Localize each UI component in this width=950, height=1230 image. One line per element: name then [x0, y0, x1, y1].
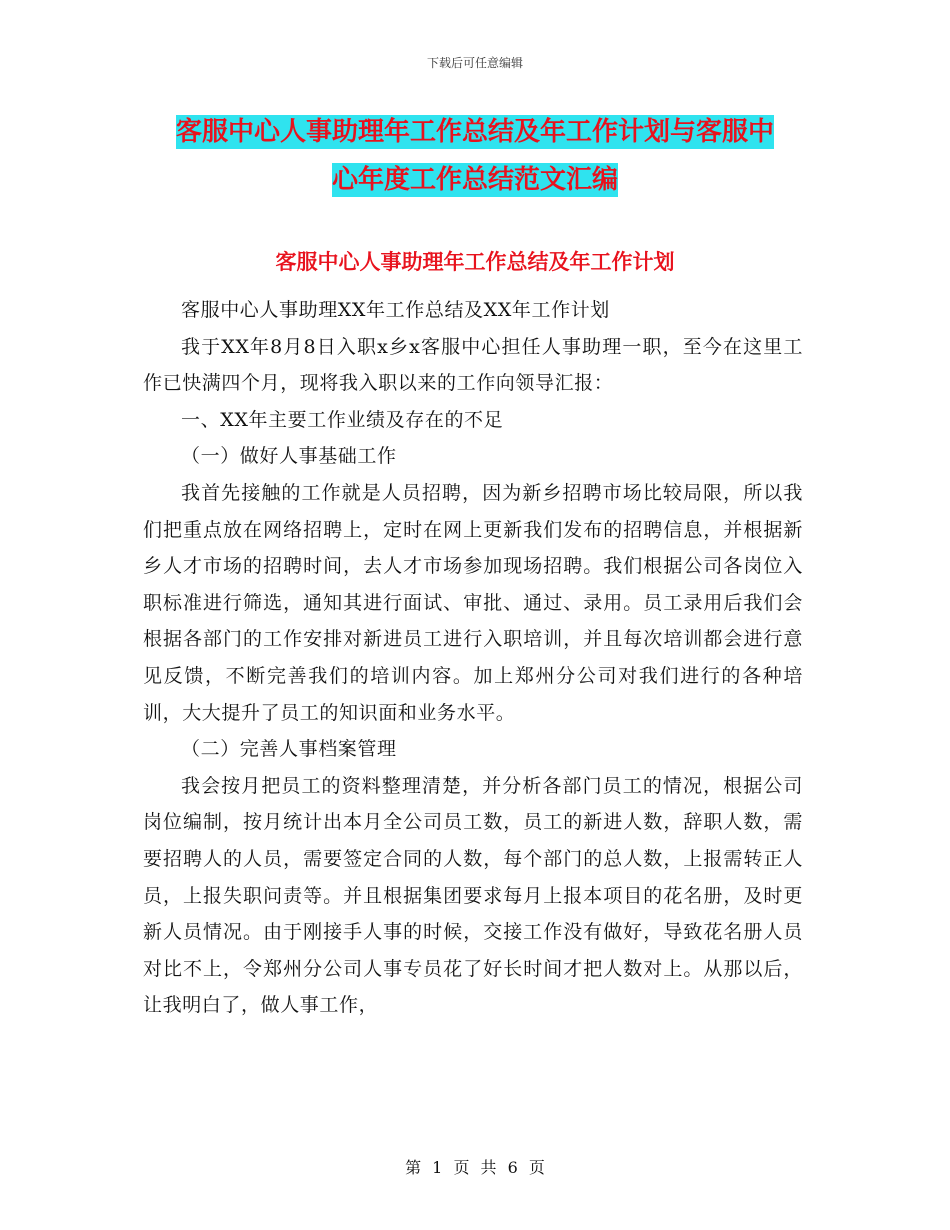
- document-body: [143, 292, 803, 1024]
- header-note: 下载后可任意编辑: [426, 56, 523, 70]
- section-title: 客服中心人事助理年工作总结及年工作计划: [275, 250, 675, 274]
- heading-sub-two: （二）完善人事档案管理: [181, 738, 397, 761]
- paragraph-recruitment: 我首先接触的工作就是人员招聘，因为新乡招聘市场比较局限，所以我们把重点放在网络招聘上，定时在网上更新我们发布的招聘信息，并根据新乡人才市场的招聘时间，去人才市场参加现场招聘。我们根据公司各岗位入职标准进行筛选，通知其进行面试、审批、通过、录用。员工录用后我们会根据各部门的工作安排对新进员工进行入职培训，并且每次培训都会进行意见反馈，不断完善我们的培训内容。加上郑州分公司对我们进行的各种培训，大大提升了员工的知识面和业务水平。: [143, 481, 803, 724]
- document-title: [0, 108, 950, 204]
- document-title-line-1: 客服中心人事助理年工作总结及年工作计划与客服中: [175, 117, 774, 147]
- paragraph-archives: 我会按月把员工的资料整理清楚，并分析各部门员工的情况，根据公司岗位编制，按月统计出本月全公司员工数，员工的新进人数，辞职人数，需要招聘人的人员，需要签定合同的人数，每个部门的总人数，上报需转正人员，上报失职问责等。并且根据集团要求每月上报本项目的花名册，及时更新人员情况。由于刚接手人事的时候，交接工作没有做好，导致花名册人员对比不上，令郑州分公司人事专员花了好长时间才把人数对上。从那以后，让我明白了，做人事工作，: [143, 774, 803, 1017]
- heading-part-one: 一、XX年主要工作业绩及存在的不足: [181, 408, 504, 431]
- page-number: 第 1 页 共 6 页: [405, 1158, 545, 1177]
- heading-sub-one: （一）做好人事基础工作: [181, 445, 397, 468]
- document-title-line-2: 心年度工作总结范文汇编: [331, 165, 618, 195]
- paragraph-subtitle: 客服中心人事助理XX年工作总结及XX年工作计划: [181, 299, 610, 321]
- paragraph-intro: 我于XX年8月8日入职x乡x客服中心担任人事助理一职，至今在这里工作已快满四个月，现将我入职以来的工作向领导汇报：: [143, 335, 803, 395]
